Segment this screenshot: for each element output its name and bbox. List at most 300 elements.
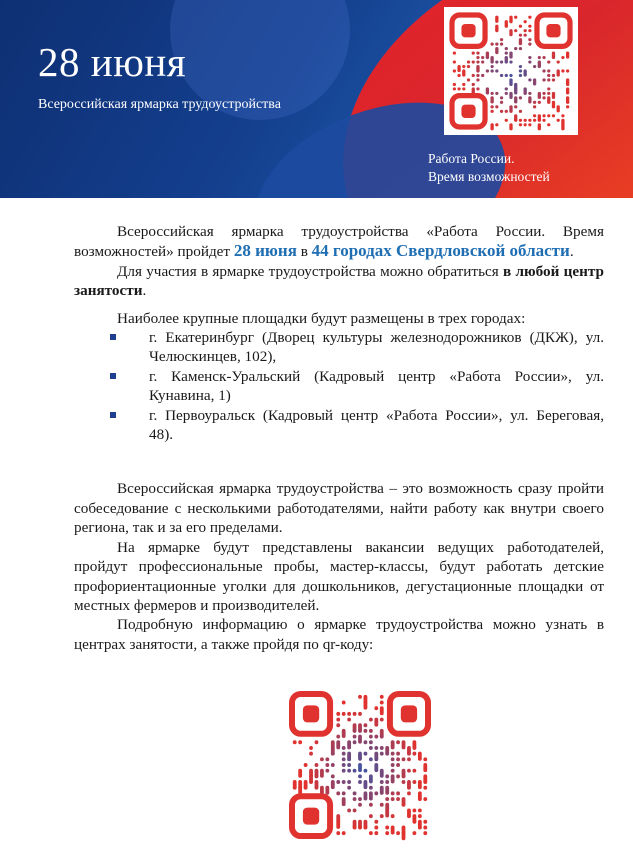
qr-module [528,92,531,95]
qr-module [374,820,378,824]
qr-code-bottom[interactable] [284,686,436,844]
qr-module [476,52,479,55]
qr-module [542,69,545,72]
qr-module [325,769,329,773]
qr-module [423,797,427,801]
qr-module [315,763,319,767]
intro-text: Всероссийская ярмарка трудоустройства «Работа России. Время возможностей» пройдет [74,223,604,261]
qr-module [374,757,378,761]
qr-module [542,92,545,95]
qr-module [524,92,527,95]
qr-module [353,729,357,733]
qr-module [412,752,416,756]
qr-module [325,757,329,761]
qr-module [505,25,508,28]
qr-module [385,780,389,784]
qr-module [315,740,319,744]
participation-text: Для участия в ярмарке трудоустройства можно обратиться [117,262,504,280]
qr-module [524,34,527,37]
qr-module [385,774,389,778]
qr-module [412,746,416,750]
qr-module [490,60,493,63]
qr-module [412,780,416,784]
qr-module [490,92,493,95]
qr-module [309,780,313,784]
document-body [74,222,604,654]
qr-module [500,110,503,113]
qr-module [369,831,373,835]
qr-module [561,114,564,117]
qr-module [457,74,460,77]
qr-module [481,60,484,63]
qr-module [566,87,569,94]
qr-module [358,729,362,733]
qr-module [547,74,550,77]
qr-module [533,101,536,104]
qr-finder-icon [452,96,485,127]
qr-module [542,78,545,81]
bullet-icon [110,373,116,379]
qr-module [402,774,406,778]
slogan [428,150,550,186]
qr-module [538,65,541,68]
qr-module [342,701,346,705]
qr-code-top[interactable] [444,7,578,135]
qr-module [396,763,400,767]
qr-module [331,774,335,778]
qr-module [500,74,503,77]
qr-module [364,825,368,829]
qr-module [380,735,384,739]
qr-module [358,803,362,807]
qr-module [385,752,389,756]
qr-module [423,820,427,824]
qr-module [347,769,351,773]
list-item [110,367,604,406]
qr-module [369,814,373,818]
qr-module [380,701,384,705]
qr-module [342,791,346,795]
qr-module [380,780,384,784]
qr-module [380,718,384,722]
qr-module [385,808,389,817]
qr-module [519,119,522,122]
qr-module [566,105,569,108]
qr-module [331,763,335,767]
qr-module [423,763,427,772]
qr-module [380,803,384,807]
qr-module [342,797,346,806]
qr-module [547,114,550,117]
qr-module [472,83,475,86]
qr-module [364,780,368,789]
qr-module [552,105,555,108]
qr-module [557,119,560,122]
qr-module [385,831,389,835]
qr-module [380,695,384,699]
qr-module [547,69,550,72]
qr-module [542,119,545,122]
qr-module [533,65,536,68]
qr-module [490,123,493,130]
qr-module [505,52,508,55]
qr-module [519,96,522,99]
qr-module [369,757,373,761]
qr-module [396,831,400,835]
qr-module [505,110,508,113]
qr-module [347,786,351,790]
qr-module [500,43,503,46]
qr-module [320,757,324,761]
qr-module [423,825,427,829]
qr-module [476,74,479,77]
qr-module [391,825,395,834]
qr-module [500,101,503,104]
qr-module [374,791,378,795]
qr-code-top-image [444,7,578,135]
qr-module [495,29,498,32]
qr-module [374,746,378,750]
qr-module [380,769,384,778]
qr-module [369,735,373,739]
qr-module [336,820,340,829]
qr-module [505,87,508,90]
qr-module [547,87,550,90]
qr-module [490,96,493,103]
paragraph-opportunity: Всероссийская ярмарка трудоустройства – это возможность сразу пройти собеседование с несколькими работодателями, найти работу как внутри своего региона, так и за его пределами. [74,480,604,537]
qr-module [457,65,460,72]
qr-module [509,52,512,59]
qr-module [462,69,465,76]
qr-module [407,814,411,818]
qr-module [396,740,400,744]
qr-module [547,123,550,126]
qr-module [453,87,456,90]
qr-module [533,119,536,122]
qr-module [509,83,512,86]
qr-module [514,105,517,108]
qr-module [495,123,498,126]
qr-module [509,29,512,36]
qr-module [358,695,362,699]
qr-module [396,757,400,761]
qr-finder-icon [537,15,570,46]
paragraph-info: Подробную информацию о ярмарке трудоустройства можно узнать в центрах занятости, а также пройдя по qr-коду: [74,616,604,653]
qr-module [391,740,395,749]
qr-module [462,83,465,86]
qr-module [369,729,373,733]
qr-module [358,797,362,801]
qr-module [538,123,541,130]
qr-module [476,87,479,90]
qr-module [364,701,368,710]
qr-module [412,831,416,835]
qr-module [391,763,395,767]
qr-module [374,831,378,835]
qr-module [457,87,460,90]
qr-module [374,706,378,710]
qr-module [552,92,555,99]
header-banner [0,0,633,198]
qr-module [347,712,351,716]
qr-module [336,740,340,749]
qr-module [509,60,512,63]
qr-module [374,735,378,739]
qr-module [423,831,427,835]
paragraph-venues: Наиболее крупные площадки будут размещены в трех городах: [117,309,526,327]
qr-module [342,831,346,835]
qr-module [538,92,541,99]
qr-module [462,65,465,68]
qr-module [385,786,389,795]
qr-module [342,712,346,716]
qr-module [500,38,503,41]
qr-module [325,786,329,795]
qr-module [490,43,493,46]
qr-module [298,740,302,744]
qr-module [500,60,503,63]
qr-module [495,92,498,95]
qr-module [528,56,531,59]
qr-module [547,101,550,104]
qr-module [320,769,324,778]
highlight-date: 28 июня [233,241,297,261]
qr-module [528,60,531,63]
participation-bold: в любой центр занятости [74,262,604,300]
qr-module [342,752,346,756]
qr-finder-icon [390,694,428,734]
qr-module [418,752,422,761]
qr-module [325,763,329,767]
qr-module [509,110,512,113]
qr-module [407,757,411,761]
qr-module [380,706,384,715]
qr-module [369,791,373,800]
qr-module [514,29,517,32]
qr-module [476,60,479,63]
qr-module [462,87,465,90]
qr-module [298,769,302,778]
city-list [74,328,604,444]
qr-module [391,769,395,773]
qr-module [369,803,373,807]
qr-module [505,74,508,77]
qr-module [358,752,362,761]
highlight-region: 44 городах Свердловской области [311,241,570,261]
qr-module [453,60,456,63]
qr-module [528,96,531,103]
qr-module [369,786,373,790]
qr-module [476,56,479,59]
qr-module [500,96,503,99]
slogan-line-2: Время возможностей [428,169,550,184]
list-item [110,406,604,445]
qr-module [519,47,522,50]
intro-period: . [569,243,574,261]
city-text: г. Первоуральск (Кадровый центр «Работа России», ул. Береговая, 48). [149,406,604,444]
qr-module [358,735,362,744]
qr-module [495,43,498,46]
qr-module [481,56,484,59]
qr-module [331,752,335,756]
qr-module [418,808,422,812]
bullet-icon [110,412,116,418]
qr-module [315,786,319,790]
qr-module [561,69,564,72]
qr-module [380,786,384,795]
qr-module [336,735,340,739]
qr-module [374,825,378,829]
qr-module [364,729,368,733]
qr-module [528,38,531,41]
participation-period: . [142,282,147,300]
qr-module [552,114,555,117]
qr-module [533,114,536,117]
slogan-line-1: Работа России. [428,151,515,166]
qr-module [402,757,406,761]
qr-module [336,723,340,727]
qr-module [396,791,400,795]
qr-module [418,797,422,801]
qr-module [342,763,346,767]
qr-module [385,825,389,829]
qr-module [519,123,522,126]
qr-module [407,752,411,756]
qr-module [472,60,475,63]
qr-module [353,825,357,829]
qr-module [557,105,560,112]
qr-module [528,119,531,122]
qr-module [293,740,297,744]
qr-module [453,69,456,72]
qr-module [524,123,527,126]
qr-module [514,96,517,103]
paragraph-activities: На ярмарке будут представлены вакансии ведущих работодателей, пройдут профессиональные пробы, мастер-классы, будут работать детские профориентационные уголки для дошкольников, дегустационные площадки от местных фермеров и производителей. [74,538,604,614]
bullet-icon [110,334,116,340]
qr-module [509,123,512,130]
qr-module [407,769,411,773]
qr-module [561,123,564,130]
city-text: г. Екатеринбург (Дворец культуры железнодорожников (ДКЖ), ул. Челюскинцев, 102), [149,329,604,366]
qr-module [472,74,475,77]
qr-module [347,740,351,749]
qr-module [566,101,569,104]
qr-module [315,774,319,778]
qr-module [331,780,335,789]
qr-module [369,746,373,750]
qr-module [374,763,378,772]
qr-module [538,101,541,104]
qr-module [509,92,512,99]
qr-module [353,808,357,812]
qr-module [481,74,484,77]
qr-module [561,56,564,59]
qr-module [407,786,411,790]
qr-module [364,791,368,800]
qr-module [336,780,340,784]
qr-module [453,83,456,86]
qr-module [353,740,357,744]
qr-module [524,119,527,122]
qr-module [369,740,373,744]
qr-module [519,69,522,72]
qr-module [519,34,522,37]
qr-finder-icon [452,15,485,46]
qr-module [358,774,362,778]
qr-module [505,47,508,50]
qr-module [380,752,384,756]
qr-module [402,780,406,784]
qr-module [524,69,527,76]
qr-module [396,797,400,801]
qr-module [347,757,351,761]
qr-module [418,814,422,818]
qr-module [336,831,340,835]
paragraph-intro [74,222,604,262]
qr-module [505,92,508,95]
qr-module [542,56,545,59]
qr-module [342,769,346,773]
qr-module [353,712,357,716]
qr-module [385,797,389,801]
qr-module [509,74,512,77]
qr-module [364,723,368,727]
qr-module [336,718,340,722]
qr-module [566,83,569,86]
qr-module [391,797,395,801]
qr-module [495,16,498,23]
qr-module [336,712,340,716]
qr-module [538,119,541,122]
qr-module [396,774,400,778]
qr-module [423,780,427,784]
qr-module [566,52,569,59]
qr-module [552,56,555,59]
qr-module [369,718,373,722]
qr-module [407,791,411,795]
qr-module [490,65,493,68]
qr-module [402,740,406,749]
qr-module [467,65,470,68]
qr-module [552,78,555,81]
qr-module [528,43,531,46]
qr-module [402,803,406,807]
qr-module [519,74,522,77]
qr-module [412,820,416,824]
qr-module [519,110,522,113]
qr-module [486,87,489,94]
qr-module [524,20,527,23]
qr-finder-icon [292,796,330,836]
qr-module [391,752,395,756]
qr-module [467,60,470,63]
qr-module [402,831,406,840]
qr-module [364,740,368,744]
qr-module [391,757,395,761]
qr-module [304,763,308,767]
qr-module [391,774,395,783]
qr-module [418,825,422,829]
qr-module [380,746,384,750]
qr-module [391,791,395,795]
qr-module [476,78,479,81]
qr-module [358,712,362,716]
qr-module [342,746,346,750]
qr-module [495,47,498,54]
qr-module [374,718,378,727]
qr-module [453,52,456,55]
qr-module [347,780,351,784]
